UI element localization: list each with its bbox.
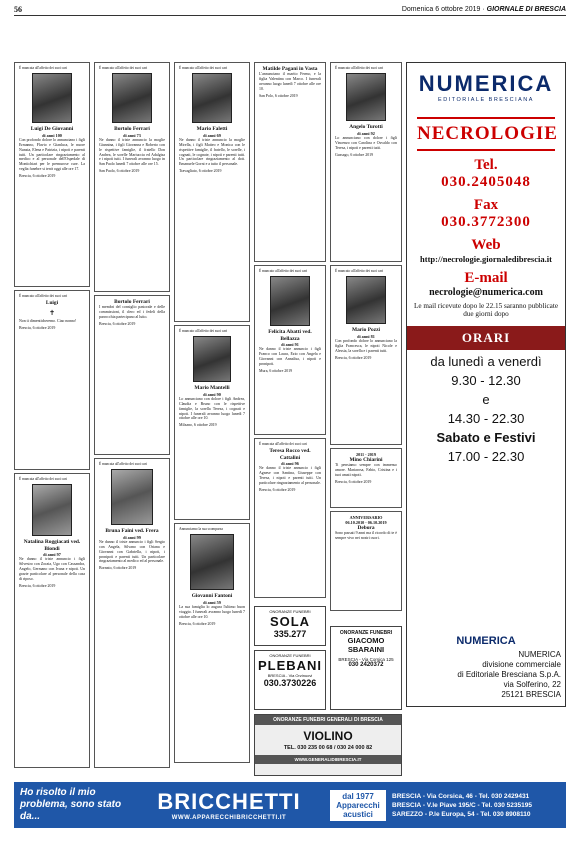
ad-violino: ONORANZE FUNEBRI GENERALI DI BRESCIA VIOLINO TEL. 030 235 00 68 / 030 24 000 82 WWW.GENERALIDIBRESCIA.IT [254,714,402,776]
obituary: È mancato all'affetto dei suoi cari Luigi ✝ Non ti dimenticheremo. Ciao nonno! Brescia, 6 ottobre 2019 [14,290,90,470]
deceased-name: Natalina Roggiacati ved. Biondi [23,539,81,552]
deceased-photo [32,73,72,123]
obituary: Bortolo Ferrari I membri del consiglio pastorale e delle commissioni, il clero ed i fedeli della parrocchia partecipano al lutto. Brescia, 6 ottobre 2019 [94,295,170,455]
obituary: È mancato all'affetto dei suoi cari Mario Mantelli di anni 90 Lo annunciano con dolore i figli Andrea, Claudia e Bruno con le rispettive famiglie, la sorella Teresa, i cognati e nipoti. I funerali avranno luogo lunedì 7 ottobre alle ore 10. Milzano, 6 ottobre 2019 [174,325,250,520]
column-2 [94,62,170,772]
deceased-photo [270,276,310,326]
page-header [14,4,566,16]
deceased-name: Mario Pozzi [352,327,380,334]
deceased-name: Mino Chiarini [349,457,383,463]
store-addresses: BRESCIA - Via Corsica, 46 - Tel. 030 2429431 BRESCIA - V.le Piave 195/C - Tel. 030 5235195 SAREZZO - P.le Europa, 54 - Tel. 030 8908110 [392,792,532,818]
brand-website[interactable]: WWW.APPARECCHIBRICCHETTI.IT [171,815,287,821]
deceased-photo [112,73,152,123]
deceased-photo [346,73,386,121]
ad-sola: ONORANZE FUNEBRI SOLA 335.277 [254,606,326,646]
deceased-name: Giovanni Fantoni [191,593,233,600]
obituary: È mancato all'affetto dei suoi cari Felicita Abatti ved. Bellazza di anni 91 Ne danno il triste annuncio i figli Franco con Laura, Ezio con Angela e Giovanni con Annalisa, i nipoti e pronipoti. Mura, 6 ottobre 2019 [254,265,326,435]
obituary: È mancato all'affetto dei suoi cari Mario Pozzi di anni 81 Con profondo dolore lo annunciano la figlia Francesca, le nipoti Nicole e Alessia, la sorella e i parenti tutti. Brescia, 6 ottobre 2019 [330,265,402,445]
column-5 [330,62,402,622]
deceased-name: Matilde Pagani in Vasta [262,66,318,72]
deceased-photo [192,73,232,123]
deceased-photo [193,336,231,382]
obituary: Annunciamo la sua scomparsa Giovanni Fantoni di anni 59 La sua famiglia lo augura l'ultimo buon viaggio. I funerali avranno luogo lunedì 7 ottobre alle ore 10. Brescia, 6 ottobre 2019 [174,523,250,763]
deceased-name: Bruna Faini ved. Frera [105,528,159,535]
email-link[interactable]: necrologie@numerica.com [429,287,543,298]
numerica-logo: NUMERICA [418,71,554,96]
page-date: Domenica 6 ottobre 2019 · GIORNALE DI BRESCIA [401,6,566,13]
deceased-name: Bortolo Ferrari [114,299,150,305]
footer-logo: NUMERICA [456,635,516,647]
deceased-photo [111,469,153,525]
brand-name: BRICCHETTI [157,789,301,814]
panel-footer: NUMERICA NUMERICA divisione commerciale di Editoriale Bresciana S.p.A. via Solferino, 22 25121 BRESCIA [407,630,565,706]
obituary: È mancato all'affetto dei suoi cari Bortolo Ferrari di anni 73 Ne danno il triste annuncio la moglie Giannina, i figli Giovanna e Roberto con le rispettive famiglie, il fratello Don Andrea, le sorelle Mariuccia ed Adalgisa e i nipoti tutti. I funerali avranno luogo in San Paolo lunedì 7 ottobre alle ore 15. San Paolo, 6 ottobre 2019 [94,62,170,292]
panel-title: NECROLOGIE [417,117,555,151]
deceased-name: Angelo Turotti [349,124,383,131]
page-number: 56 [14,5,22,14]
phone-number: 030.2405048 [441,174,531,190]
fax-number: 030.3772300 [441,214,531,230]
column-1 [14,62,90,772]
anniversary: 2011 - 2019 Mino Chiarini Ti pensiamo sempre con immenso amore. Mariarosa, Fabio, Cristina e i tuoi amati nipoti. Brescia, 6 ottobre 2019 [330,448,402,508]
anniversary: ANNIVERSARIO 06.10.2010 - 06.10.2019 Debora Sono passati 9 anni ma il ricordo di te è sempre vivo nei nostri cuori. [330,511,402,611]
deceased-photo [346,276,386,324]
cross-icon: ✝ [49,308,55,317]
orari-heading: ORARI [407,326,565,350]
bricchetti-banner: Ho risolto il mio problema, sono stato da... BRICCHETTI WWW.APPARECCHIBRICCHETTI.IT dal 1977 Apparecchi acustici BRESCIA - Via Corsica, 46 - Tel. 030 2429431 BRESCIA - V.le Piave 195/C - Tel. 030 5235195 SAREZZO - P.le Europa, 54 - Tel. 030 8908110 [14,782,566,828]
deceased-name: Debora [357,525,375,531]
deceased-name: Luigi [45,300,59,307]
column-3 [174,62,250,772]
ad-plebani: ONORANZE FUNEBRI PLEBANI BRESCIA - Via Orzinuovi 030.3730226 [254,650,326,710]
deceased-name: Mario Mantelli [194,385,230,392]
obituary: È mancato all'affetto dei suoi cari Mario Faletti di anni 69 Ne danno il triste annuncio la moglie Mirella, i figli Matteo e Monica con le rispettive famiglie, il fratello, le sorelle, i cognati, le cognate, i nipoti e parenti tutti. Un particolare ringraziamento al dott. Emanuele Gorni e a tutto il personale. Travagliato, 6 ottobre 2019 [174,62,250,322]
obituary: È mancato all'affetto dei suoi cari Angelo Turotti di anni 92 Lo annunciano con dolore i figli Vincenzo con Carolina e Osvaldo con Teresa, i nipoti e parenti tutti. Gussago, 6 ottobre 2019 [330,62,402,262]
deceased-photo [32,484,72,536]
column-4 [254,62,326,602]
deceased-name: Luigi De Giovanni [30,126,74,133]
website-link[interactable]: http://necrologie.giornaledibrescia.it [420,254,552,264]
deceased-name: Mario Faletti [196,126,228,133]
deceased-name: Felicita Abatti ved. Bellazza [268,329,312,342]
obituary: È mancata all'affetto dei suoi cari Natalina Roggiacati ved. Biondi di anni 97 Ne danno il triste annuncio i figli Silvestro con Zoraia, Ugo con Cassandra, Angelo, Germano con Ivana e nipoti. Un grazie particolare al personale della casa di riposo. Brescia, 6 ottobre 2019 [14,473,90,768]
obituary: Matilde Pagani in Vasta L'annunciano il marito Fermo, e la figlia Valentina con Marco. I funerali avranno luogo lunedì 7 ottobre alle ore 10. San Polo, 6 ottobre 2019 [254,62,326,262]
obituary: È mancata all'affetto dei suoi cari Bruna Faini ved. Frera di anni 99 Ne danno il triste annuncio i figli Sergio con Angela, Silvano con Oriana e Giovanni con Gabriella, i nipoti, i pronipoti e parenti tutti. Un particolare ringraziamento al medico ed al personale. Bornato, 6 ottobre 2019 [94,458,170,768]
ad-sbaraini: ONORANZE FUNEBRI GIACOMO SBARAINI BRESCIA - Via Corsica 125 030 2420372 [330,626,402,710]
obituary: È mancata all'affetto dei suoi cari Luigi De Giovanni di anni 100 Con profondo dolore lo annunciano i figli Ermanno, Flavio e Gianluca, le nuore Nunzia, Elena e Patrizia, i nipoti e parenti tutti. Un particolare ringraziamento al medico e al personale dell'Ospedale di Montichiari per le premurose cure. La veglia funebre si terrà oggi alle ore 17. Brescia, 6 ottobre 2019 [14,62,90,287]
deceased-name: Bortolo Ferrari [114,126,150,133]
obituary: È mancata all'affetto dei suoi cari Teresa Rocco ved. Cattalini di anni 96 Ne danno il triste annuncio i figli Agnese con Santina, Giuseppe con Teresa, i nipoti e parenti tutti. Un particolare ringraziamento al personale. Brescia, 6 ottobre 2019 [254,438,326,598]
newspaper-name: GIORNALE DI BRESCIA [486,6,566,13]
necrologie-contacts-panel: NUMERICA EDITORIALE BRESCIANA NECROLOGIE Tel. 030.2405048 Fax 030.3772300 Web http://necrologie.giornaledibrescia.it E-mail necrologie@numerica.com Le mail ricevute dopo le 22.15 saranno pubblicate due giorni dopo ORARI da lunedì a venerdì 9.30 - 12.30 e 14.30 - 22.30 Sabato e Festivi 17.00 - 22.30 NUMERICA NUMERICA divisione commerciale di Editoriale Bresciana S.p.A. via Solferino, 22 25121 BRESCIA [406,62,566,707]
deceased-name: Teresa Rocco ved. Cattalini [269,448,311,461]
deceased-photo [190,534,234,590]
